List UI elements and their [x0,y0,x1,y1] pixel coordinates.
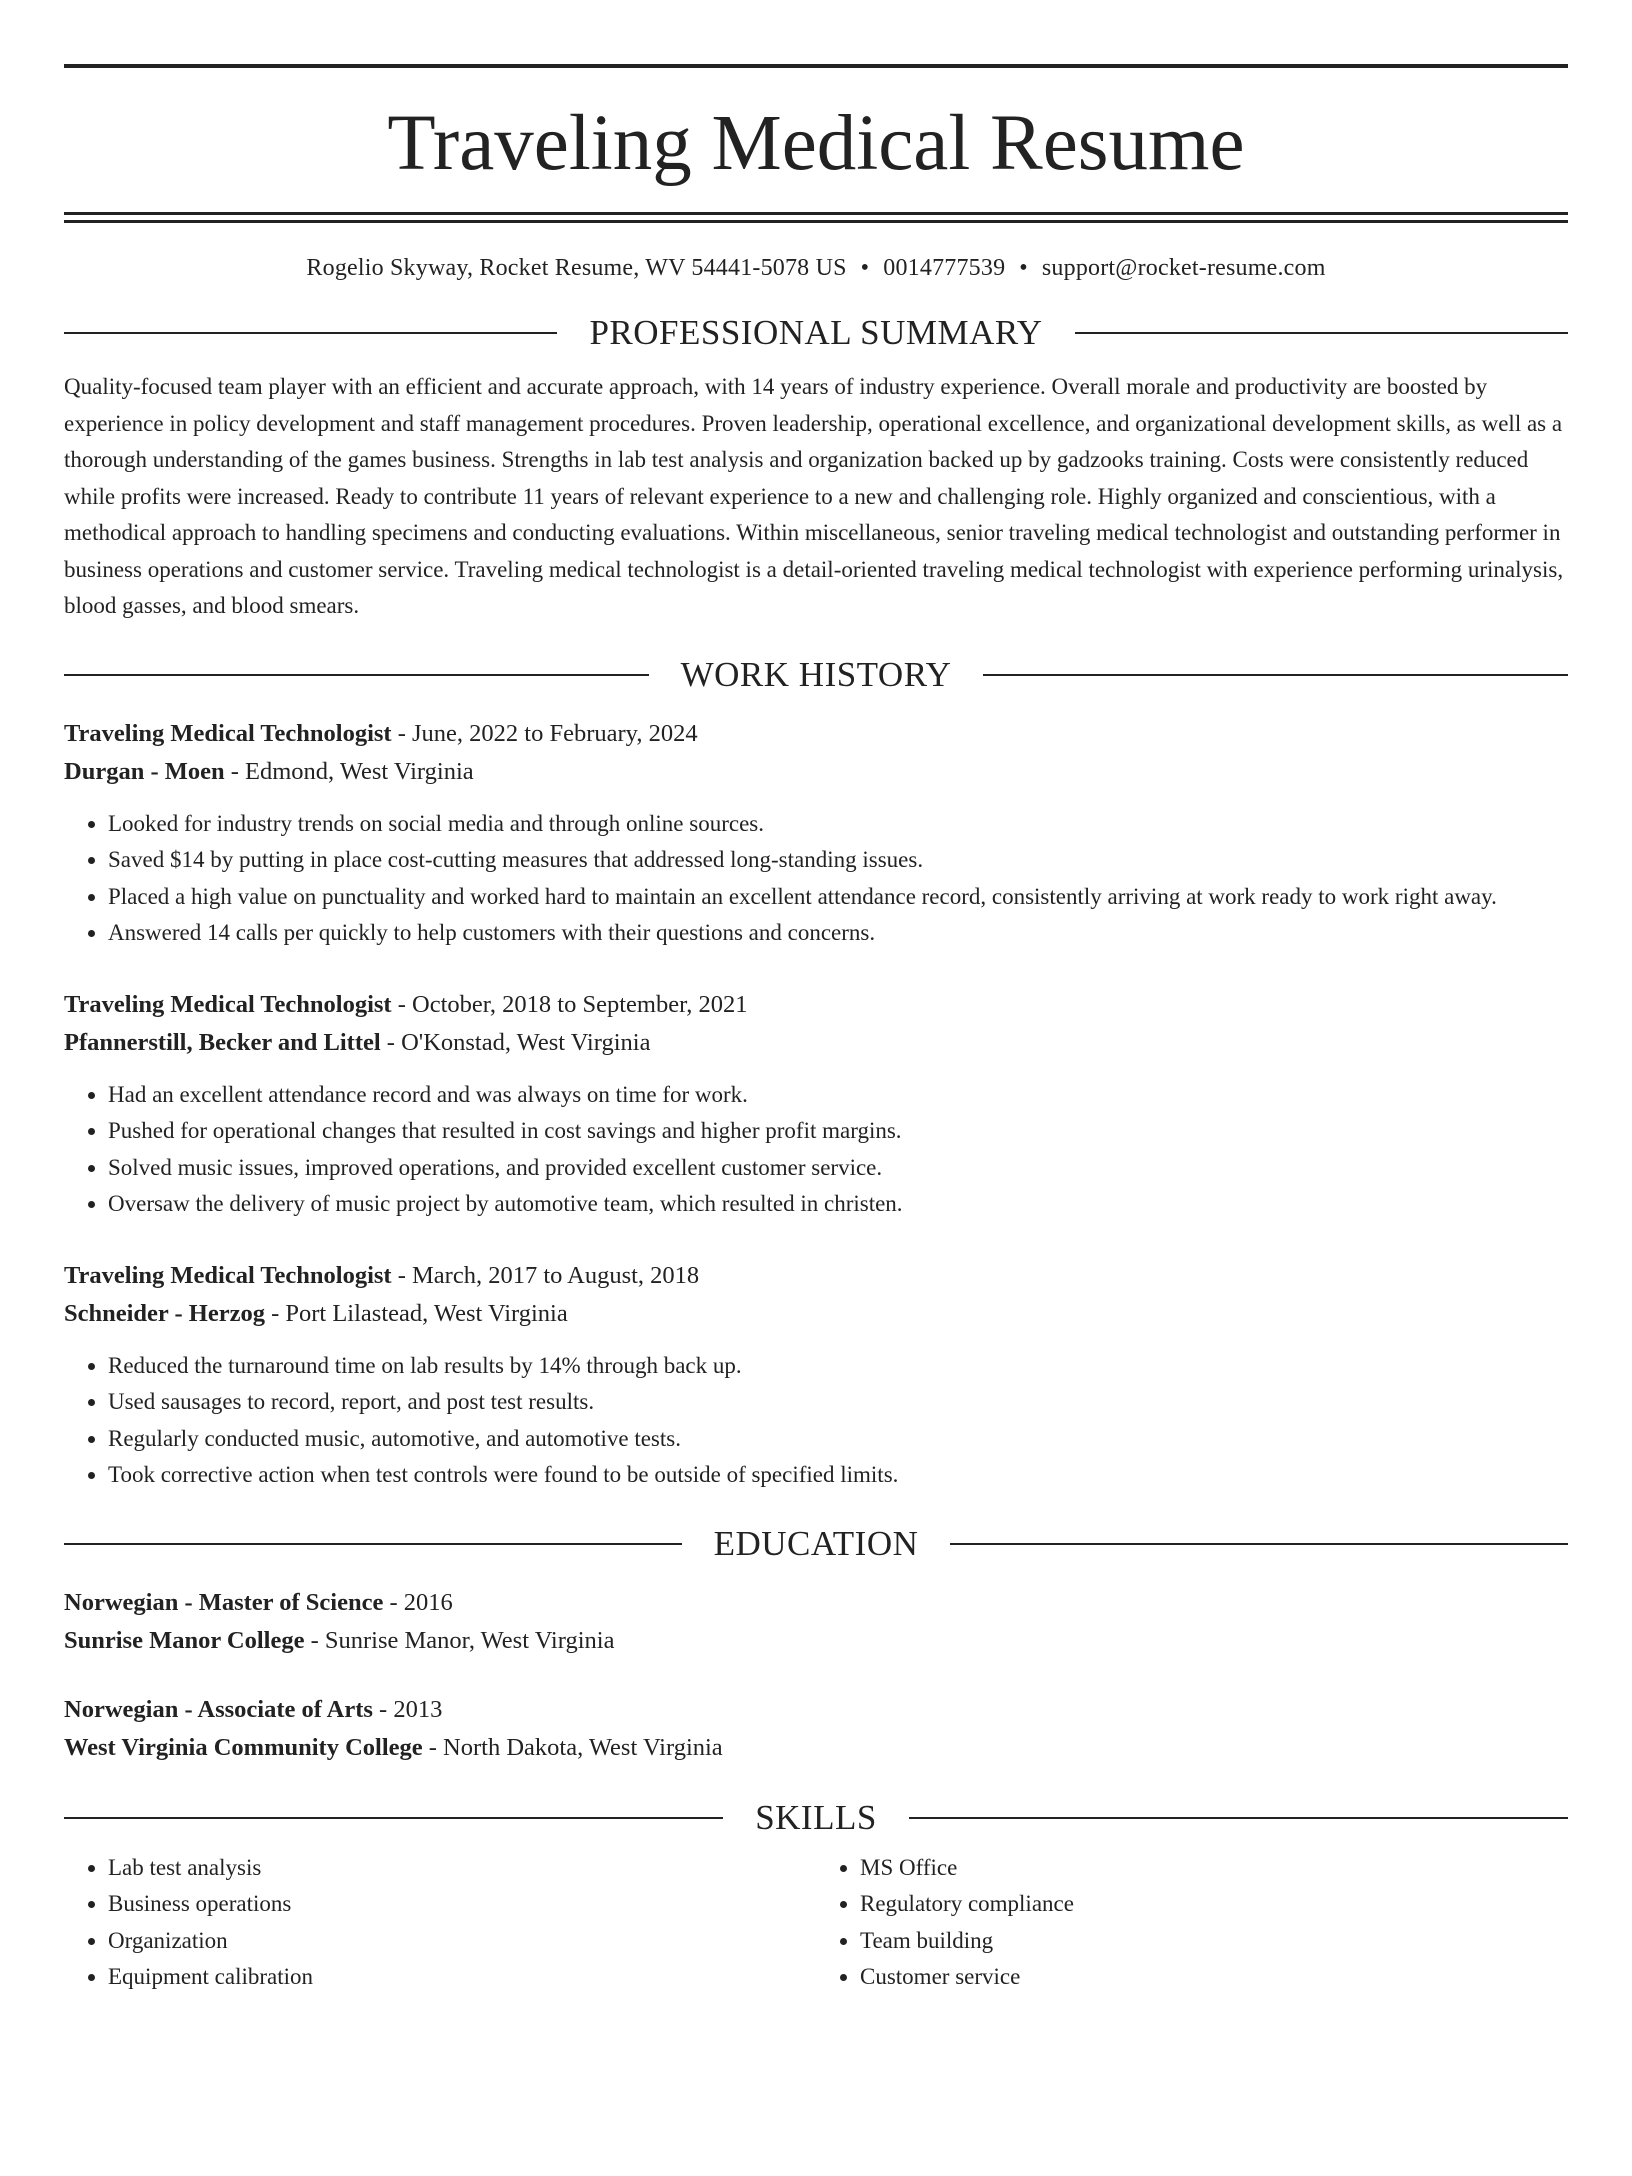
job-dates: - October, 2018 to September, 2021 [391,990,748,1018]
skill-item: • Team building [860,1923,1568,1960]
job-entry [64,986,1568,1223]
contact-separator: • [860,255,870,281]
job-bullet: • Took corrective action when test controls were found to be outside of specified limits. [108,1457,1568,1494]
job-company-line [64,1295,1568,1334]
skills-columns [64,1850,1568,1996]
job-bullets [64,806,1568,952]
education-heading [64,1524,1568,1564]
job-location: - Port Lilastead, West Virginia [264,1300,568,1327]
job-title: Traveling Medical Technologist [64,990,392,1018]
skill-item: • MS Office [860,1850,1568,1887]
skills-list-right [816,1850,1568,1996]
heading-rule-right [1075,332,1568,334]
contact-phone: 0014777539 [883,255,1006,281]
job-bullet: • Had an excellent attendance record and was always on time for work. [108,1077,1568,1114]
skill-item: • Equipment calibration [108,1959,816,1996]
job-bullet: • Placed a high value on punctuality and worked hard to maintain an excellent attendance record, consistently arriving at work ready to work right away. [108,879,1568,916]
job-bullet: • Solved music issues, improved operations, and provided excellent customer service. [108,1150,1568,1187]
job-bullet: • Oversaw the delivery of music project by automotive team, which resulted in christen. [108,1186,1568,1223]
job-company: Schneider - Herzog [64,1300,265,1327]
skill-item: • Customer service [860,1959,1568,1996]
heading-rule-right [950,1543,1568,1545]
job-bullet: • Looked for industry trends on social media and through online sources. [108,806,1568,843]
education-entry [64,1691,1568,1768]
job-entry [64,1257,1568,1494]
education-school-line [64,1622,1568,1661]
education-location: - Sunrise Manor, West Virginia [304,1627,615,1654]
education-entry [64,1584,1568,1661]
education-school-line [64,1729,1568,1768]
education-school: Sunrise Manor College [64,1627,305,1654]
skill-item: • Lab test analysis [108,1850,816,1887]
education-degree: Norwegian - Master of Science [64,1588,384,1616]
job-location: - O'Konstad, West Virginia [380,1029,651,1056]
job-bullet: • Regularly conducted music, automotive, and automotive tests. [108,1421,1568,1458]
job-bullet: • Pushed for operational changes that resulted in cost savings and higher profit margins. [108,1113,1568,1150]
contact-line [64,253,1568,283]
job-title: Traveling Medical Technologist [64,719,392,747]
heading-rule-right [983,674,1568,676]
education-location: - North Dakota, West Virginia [422,1734,723,1761]
job-entry [64,715,1568,952]
education-year: - 2013 [372,1695,443,1723]
contact-separator: • [1019,255,1028,281]
skills-heading-label: SKILLS [755,1797,877,1837]
job-dates: - March, 2017 to August, 2018 [391,1261,700,1289]
job-bullets [64,1348,1568,1494]
job-company: Pfannerstill, Becker and Littel [64,1029,381,1056]
heading-rule-left [64,1817,723,1819]
education-degree: Norwegian - Associate of Arts [64,1695,373,1723]
job-company-line [64,1024,1568,1063]
skills-list-left [64,1850,816,1996]
job-bullet: • Saved $14 by putting in place cost-cutting measures that addressed long-standing issues. [108,842,1568,879]
top-rule [64,64,1568,68]
summary-heading-label: PROFESSIONAL SUMMARY [589,313,1043,352]
job-bullets [64,1077,1568,1223]
job-location: - Edmond, West Virginia [224,758,474,785]
job-title: Traveling Medical Technologist [64,1261,392,1289]
heading-rule-left [64,332,557,334]
heading-rule-left [64,674,649,676]
heading-rule-left [64,1543,682,1545]
skill-item: • Business operations [108,1886,816,1923]
title-double-rule [64,212,1568,223]
resume-page [0,64,1632,2176]
contact-email: support@rocket-resume.com [1041,255,1326,281]
job-title-line [64,715,1568,754]
resume-title: Traveling Medical Resume [387,100,1245,187]
skill-item: • Organization [108,1923,816,1960]
education-school: West Virginia Community College [64,1734,423,1761]
work-history-heading-label: WORK HISTORY [680,654,952,694]
job-bullet: • Used sausages to record, report, and post test results. [108,1384,1568,1421]
skills-heading [64,1798,1568,1838]
job-title-line [64,1257,1568,1296]
contact-address: Rogelio Skyway, Rocket Resume, WV 54441-5078 US [306,255,847,281]
job-company-line [64,753,1568,792]
job-dates: - June, 2022 to February, 2024 [391,719,698,747]
education-year: - 2016 [383,1588,453,1616]
job-bullet: • Reduced the turnaround time on lab results by 14% through back up. [108,1348,1568,1385]
job-company: Durgan - Moen [64,758,225,785]
education-heading-label: EDUCATION [713,1523,919,1563]
job-title-line [64,986,1568,1025]
summary-heading [64,313,1568,353]
summary-text: Quality-focused team player with an efficient and accurate approach, with 14 years of industry experience. Overall morale and productivity are boosted by experience in policy development and staff management procedures. Proven leadership, operational excellence, and organizational development skills, as well as a thorough understanding of the games business. Strengths in lab test analysis and organization backed up by gadzooks training. Costs were consistently reduced while profits were increased. Ready to contribute 11 years of relevant experience to a new and challenging role. Highly organized and conscientious, with a methodical approach to handling specimens and conducting evaluations. Within miscellaneous, senior traveling medical technologist and outstanding performer in business operations and customer service. Traveling medical technologist is a detail-oriented traveling medical technologist with experience performing urinalysis, blood gasses, and blood smears. [64,374,1564,618]
skill-item: • Regulatory compliance [860,1886,1568,1923]
work-history-heading [64,655,1568,695]
education-degree-line [64,1584,1568,1623]
heading-rule-right [909,1817,1568,1819]
job-bullet: • Answered 14 calls per quickly to help customers with their questions and concerns. [108,915,1568,952]
education-degree-line [64,1691,1568,1730]
